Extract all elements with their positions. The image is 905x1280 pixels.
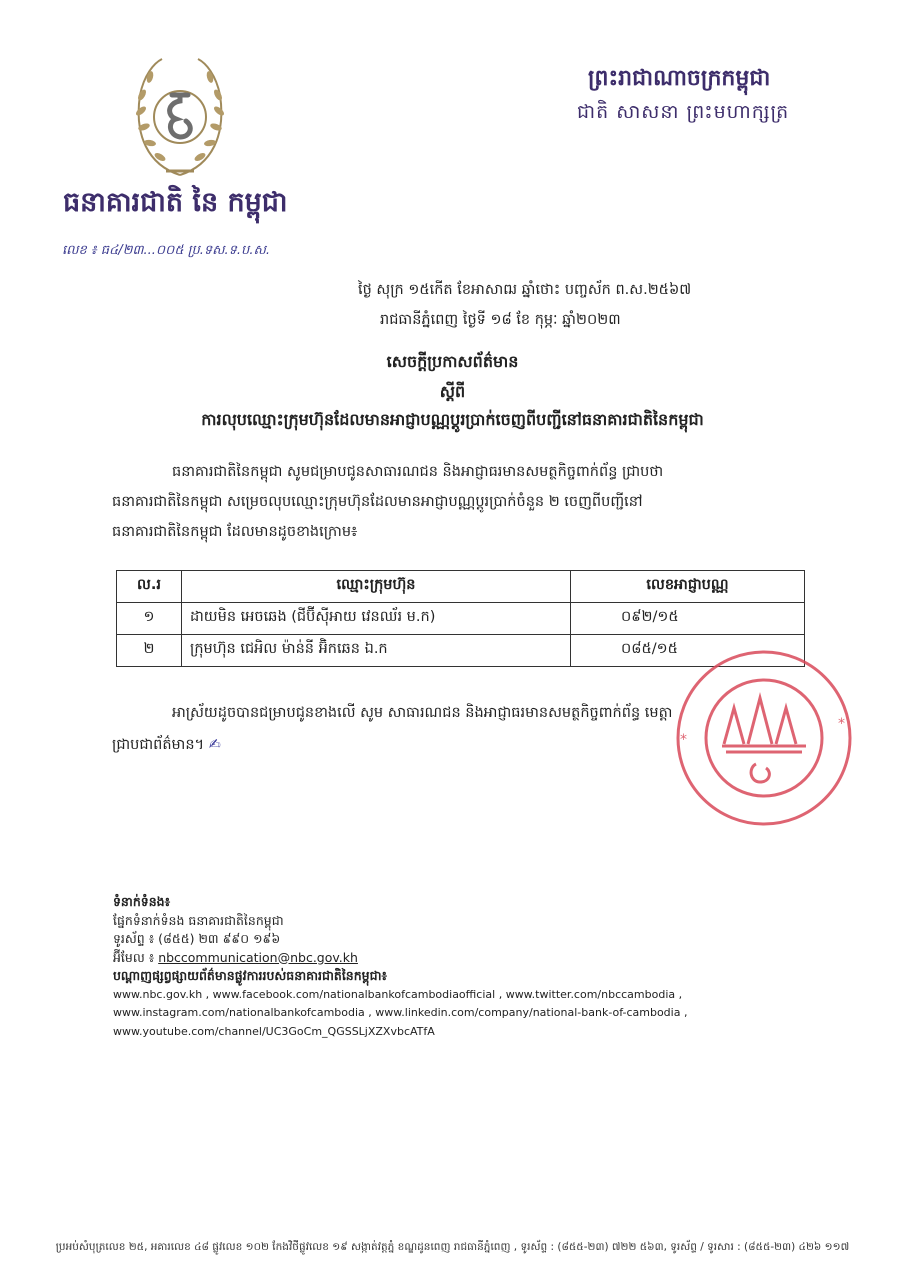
closing-text: ជ្រាបជាព័ត៌មាន។: [112, 737, 205, 753]
kingdom-heading: ព្រះរាជាណាចក្រកម្ពុជា: [588, 66, 771, 91]
national-motto: ជាតិ សាសនា ព្រះមហាក្សត្រ: [577, 101, 790, 123]
channels-heading: បណ្តាញផ្សព្វផ្សាយព័ត៌មានផ្លូវការរបស់ធនាគារជាតិនៃកម្ពុជា៖: [113, 968, 387, 983]
document-title: សេចក្តីប្រកាសព័ត៌មាន: [386, 352, 519, 371]
channel-links[interactable]: www.instagram.com/nationalbankofcambodia , www.linkedin.com/company/national-bank-of-cambodia ,: [113, 1006, 688, 1019]
email-label: អ៊ីមែល ៖: [113, 949, 159, 965]
nbc-logo: [128, 55, 232, 185]
contact-phone: ទូរស័ព្ទ ៖ (៨៥៥) ២៣ ៩៩០ ១៩៦: [113, 931, 281, 946]
header-license-number: លេខអាជ្ញាបណ្ណ: [571, 571, 805, 603]
intro-paragraph: [112, 457, 812, 547]
contact-heading: ទំនាក់ទំនង៖: [113, 894, 171, 909]
document-subtitle: ស្តីពី: [439, 382, 466, 401]
svg-text:*: *: [838, 716, 845, 732]
company-name: ដាយមិន អេចឆេង (ជីប៊ីស៊ីអាយ វេនឈ័រ ម.ក): [182, 603, 571, 635]
row-number: ១: [117, 603, 182, 635]
table-row: [117, 603, 805, 635]
contact-email-line: [113, 949, 687, 968]
channel-links[interactable]: www.youtube.com/channel/UC3GoCm_QGSSLjXZXvbcATfA: [113, 1024, 435, 1038]
bank-name: ធនាគារជាតិ នៃ កម្ពុជា: [63, 187, 288, 218]
closing-paragraph: [112, 697, 672, 761]
svg-text:*: *: [680, 732, 687, 748]
official-stamp: [662, 648, 862, 826]
email-link[interactable]: nbccommunication@nbc.gov.kh: [158, 949, 358, 965]
closing-line: [112, 729, 672, 761]
license-number: ០៨៥/១៥: [571, 635, 805, 667]
footer-address: ប្រអប់សំបុត្រលេខ ២៥, អគារលេខ ៤៨ ផ្លូវលេខ ១០២ កែងវិថីផ្លូវលេខ ១៩ សង្កាត់វត្តភ្នំ ខណ្ឌដូនពេញ រាជធានីភ្នំពេញ , ទូរស័ព្ទ : (៨៥៥-២៣) ៧២២ ៥៦៣, ទូរស័ព្ទ / ទូរសារ : (៨៥៥-២៣) ៤២៦ ១១៧: [55, 1241, 850, 1253]
row-number: ២: [117, 635, 182, 667]
header-company-name: ឈ្មោះក្រុមហ៊ុន: [182, 571, 571, 603]
contact-section: [113, 893, 687, 1041]
intro-line: ធនាគារជាតិនៃកម្ពុជា ដែលមានដូចខាងក្រោម៖: [112, 524, 358, 540]
intro-line: ធនាគារជាតិនៃកម្ពុជា សូមជម្រាបជូនសាធារណជន និងអាជ្ញាធរមានសមត្ថកិច្ចពាក់ព័ន្ធ ជ្រាបថា: [172, 464, 664, 480]
signature-initials: ✍: [204, 737, 221, 753]
table-header-row: [117, 571, 805, 603]
company-name: ក្រុមហ៊ុន ជេអិល ម៉ាន់នី អ៊ិកឆេន ឯ.ក: [182, 635, 571, 667]
reference-number: លេខ ៖ ធ៤/២៣...០០៥ ប្រ.ទស.ទ.ប.ស.: [62, 243, 270, 258]
document-subject: ការលុបឈ្មោះក្រុមហ៊ុនដែលមានអាជ្ញាបណ្ណប្តូរប្រាក់ចេញពីបញ្ជីនៅធនាគារជាតិនៃកម្ពុជា: [201, 410, 704, 429]
solar-date: រាជធានីភ្នំពេញ ថ្ងៃទី ១៨ ខែ កុម្ភៈ ឆ្នាំ២០២៣: [380, 312, 621, 328]
header-no: ល.រ: [117, 571, 182, 603]
contact-department: ផ្នែកទំនាក់ទំនង ធនាគារជាតិនៃកម្ពុជា: [113, 912, 284, 928]
intro-line: ធនាគារជាតិនៃកម្ពុជា សម្រេចលុបឈ្មោះក្រុមហ៊ុនដែលមានអាជ្ញាបណ្ណប្តូរប្រាក់ចំនួន ២ ចេញពីបញ្ជីនៅ: [112, 494, 643, 510]
channel-links[interactable]: www.nbc.gov.kh , www.facebook.com/nationalbankofcambodiaofficial , www.twitter.com/nbccambodia ,: [113, 987, 683, 1001]
lunar-date: ថ្ងៃ សុក្រ ១៥កើត ខែអាសាឍ ឆ្នាំថោះ បញ្ចស័ក ព.ស.២៥៦៧: [358, 282, 692, 298]
closing-line: អាស្រ័យដូចបានជម្រាបជូនខាងលើ សូម សាធារណជន និងអាជ្ញាធរមានសមត្ថកិច្ចពាក់ព័ន្ធ មេត្តា: [172, 705, 673, 721]
license-number: ០៩២/១៥: [571, 603, 805, 635]
